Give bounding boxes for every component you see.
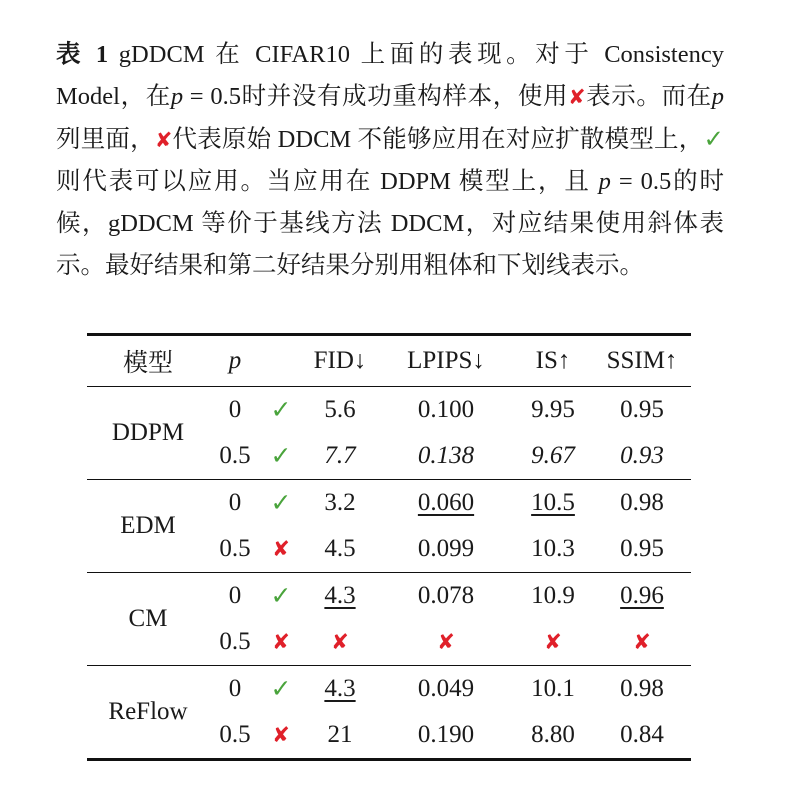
ssim-value: 0.93 xyxy=(620,442,664,469)
ssim-value: 0.98 xyxy=(620,675,664,702)
cross-icon: ✘ xyxy=(272,630,290,655)
check-icon: ✓ xyxy=(270,488,292,517)
math-p: p xyxy=(598,168,611,195)
p-value: 0.5 xyxy=(219,721,251,748)
fid-value: 7.7 xyxy=(324,442,356,469)
group-cm xyxy=(87,573,691,666)
p-value: 0 xyxy=(228,489,242,516)
group-reflow xyxy=(87,666,691,760)
header-p: p xyxy=(228,347,242,374)
lpips-value: 0.190 xyxy=(417,721,475,748)
p-value: 0 xyxy=(228,675,242,702)
lpips-value: 0.078 xyxy=(417,582,475,609)
table-caption xyxy=(56,34,724,287)
fid-value: 4.3 xyxy=(324,582,356,609)
ssim-value: 0.95 xyxy=(620,396,664,423)
ssim-value: 0.96 xyxy=(620,582,664,609)
cross-icon: ✘ xyxy=(331,630,349,655)
is-value: 9.67 xyxy=(531,442,575,469)
lpips-value: 0.100 xyxy=(417,396,475,423)
ssim-value: 0.84 xyxy=(620,721,664,748)
lpips-value: 0.138 xyxy=(417,442,475,469)
model-name: ReFlow xyxy=(108,698,188,725)
math-p: p xyxy=(711,83,724,110)
header-is: IS↑ xyxy=(535,347,571,374)
caption-text: 列里面， xyxy=(56,126,155,153)
table-row xyxy=(87,480,691,527)
p-value: 0 xyxy=(228,396,242,423)
check-icon: ✓ xyxy=(270,674,292,703)
cross-icon: ✘ xyxy=(154,128,173,152)
fid-value: 21 xyxy=(327,721,353,748)
p-value: 0.5 xyxy=(219,628,251,655)
lpips-value: 0.049 xyxy=(417,675,475,702)
header-model: 模型 xyxy=(122,350,173,377)
check-icon: ✓ xyxy=(703,124,724,153)
table-row xyxy=(87,387,691,434)
is-value: 8.80 xyxy=(531,721,575,748)
check-icon: ✓ xyxy=(270,441,292,470)
caption-text: 代表原始 DDCM 不能够应用在对应扩散模型上， xyxy=(172,126,704,153)
caption-text: 则代表可以应用。当应用在 DDPM 模型上，且 xyxy=(56,168,599,195)
ssim-value: 0.95 xyxy=(620,535,664,562)
group-ddpm xyxy=(87,387,691,480)
cross-icon: ✘ xyxy=(633,630,651,655)
is-value: 10.5 xyxy=(531,489,575,516)
caption-text: 表示。而在 xyxy=(585,83,712,110)
is-value: 9.95 xyxy=(531,396,575,423)
cross-icon: ✘ xyxy=(568,85,586,109)
fid-value: 3.2 xyxy=(324,489,356,516)
cross-icon: ✘ xyxy=(272,723,290,748)
cross-icon: ✘ xyxy=(272,537,290,562)
p-value: 0.5 xyxy=(219,442,251,469)
table-row xyxy=(87,666,691,713)
header-lpips: LPIPS↓ xyxy=(407,347,485,374)
header-fid: FID↓ xyxy=(313,347,367,374)
cross-icon: ✘ xyxy=(544,630,562,655)
check-icon: ✓ xyxy=(270,581,292,610)
cross-icon: ✘ xyxy=(437,630,455,655)
is-value: 10.3 xyxy=(531,535,575,562)
group-edm xyxy=(87,480,691,573)
results-table xyxy=(87,333,691,761)
header-ssim: SSIM↑ xyxy=(606,347,678,374)
header-row xyxy=(87,335,691,387)
is-value: 10.1 xyxy=(531,675,575,702)
fid-value: 4.5 xyxy=(324,535,356,562)
fid-value: 4.3 xyxy=(324,675,356,702)
caption-text: = 0.5时并没有成功重构样本，使用 xyxy=(183,83,569,110)
fid-value: 5.6 xyxy=(324,396,356,423)
table-row xyxy=(87,573,691,620)
model-name: CM xyxy=(128,605,168,632)
is-value: 10.9 xyxy=(531,582,575,609)
p-value: 0 xyxy=(228,582,242,609)
check-icon: ✓ xyxy=(270,395,292,424)
caption-text: gDDCM 在 CIFAR10 上面的表现。对于 Consistency Model，在 xyxy=(56,41,724,110)
model-name: EDM xyxy=(120,512,176,539)
lpips-value: 0.060 xyxy=(417,489,475,516)
model-name: DDPM xyxy=(111,419,185,446)
header-applicable xyxy=(261,335,301,387)
math-p: p xyxy=(170,83,184,110)
p-value: 0.5 xyxy=(219,535,251,562)
caption-text: = 0.5的时候，gDDCM 等价于基线方法 DDCM，对应结果使用斜体表示。最好结果和第二好结果分别用粗体和下划线表示。 xyxy=(56,168,724,279)
ssim-value: 0.98 xyxy=(620,489,664,516)
lpips-value: 0.099 xyxy=(417,535,475,562)
caption-label: 表 1 xyxy=(56,41,109,68)
